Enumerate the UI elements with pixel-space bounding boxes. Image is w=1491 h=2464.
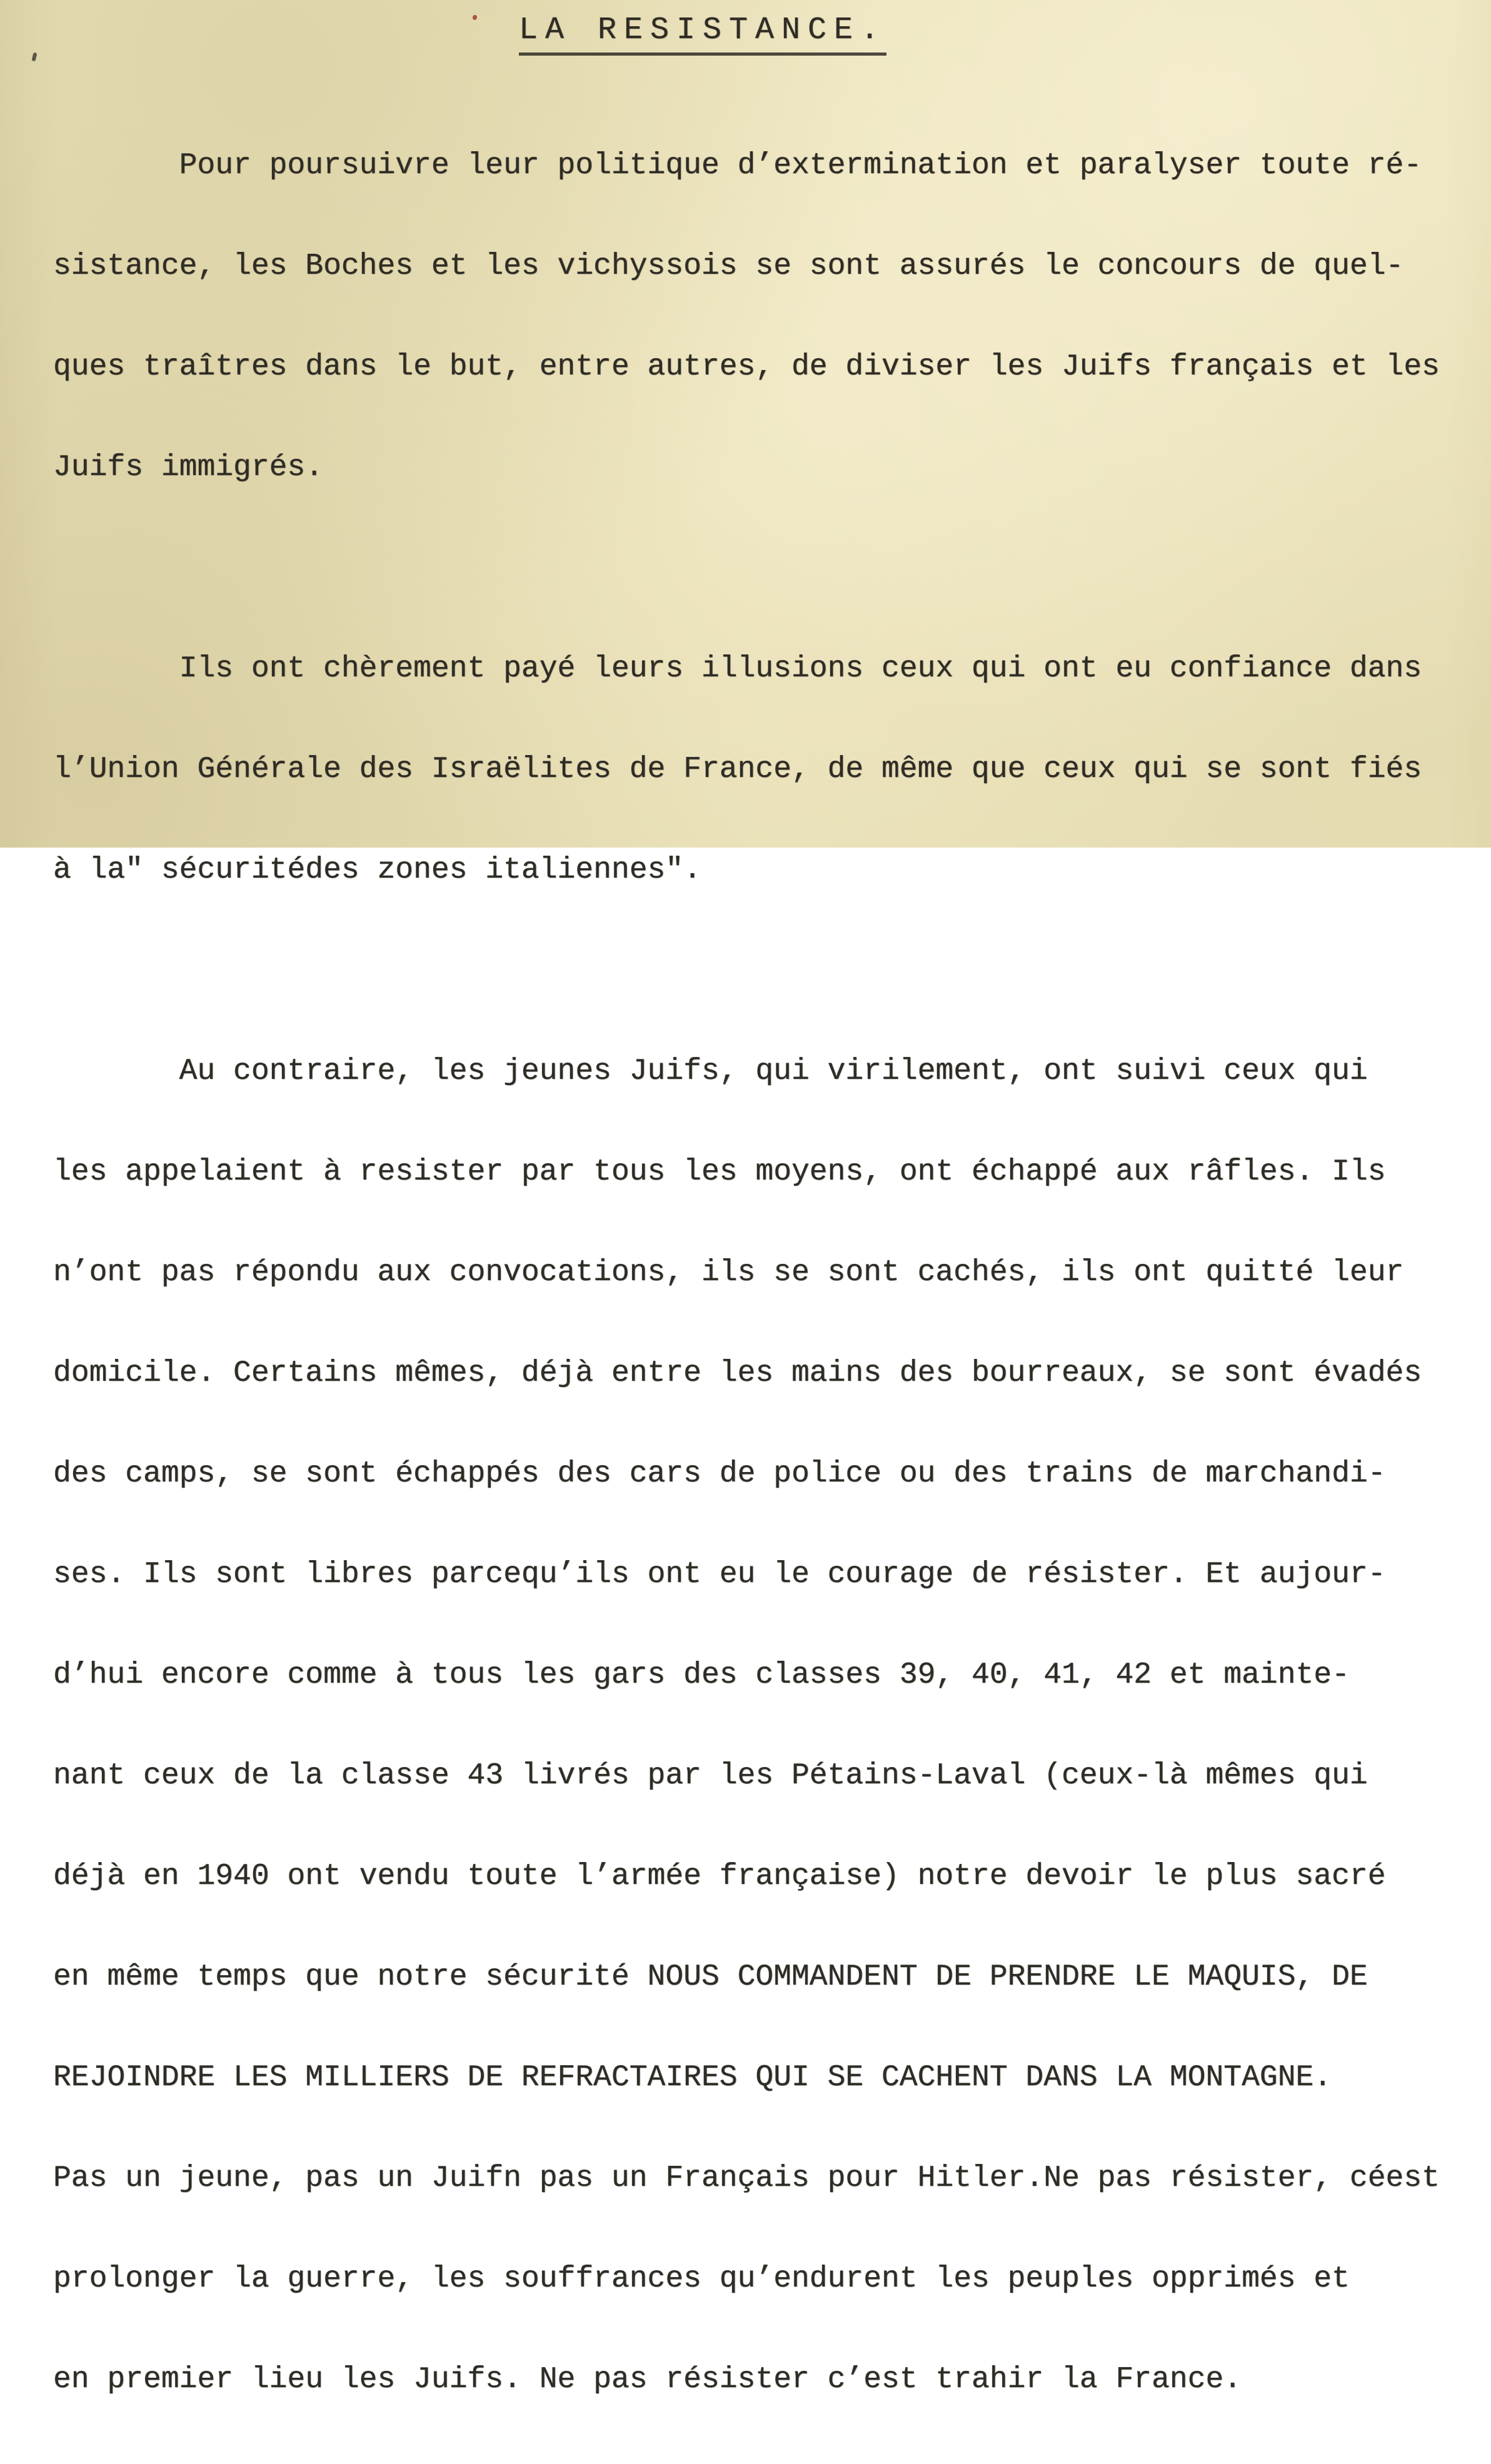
typewritten-line: Pas un jeune, pas un Juifn pas un Français pour Hitler.Ne pas résister, céest [53, 2161, 1440, 2195]
document-title: LA RESISTANCE. [519, 11, 886, 56]
typewritten-line: des camps, se sont échappés des cars de police ou des trains de marchandi- [53, 1457, 1386, 1491]
typewritten-line: en premier lieu les Juifs. Ne pas résister c’est trahir la France. [53, 2363, 1242, 2396]
ink-speck [31, 52, 37, 61]
typewritten-line: à la" sécuritédes zones italiennes". [53, 853, 701, 887]
typewritten-line: domicile. Certains mêmes, déjà entre les mains des bourreaux, se sont évadés [53, 1356, 1422, 1390]
typewritten-line: Juifs immigrés. [53, 451, 324, 484]
typewritten-line: d’hui encore comme à tous les gars des classes 39, 40, 41, 42 et mainte- [53, 1658, 1350, 1692]
typewritten-line: ses. Ils sont libres parcequ’ils ont eu le courage de résister. Et aujour- [53, 1558, 1386, 1591]
typewritten-line: Au contraire, les jeunes Juifs, qui virilement, ont suivi ceux qui [179, 1054, 1368, 1088]
typewritten-line: en même temps que notre sécurité NOUS COMMANDENT DE PRENDRE LE MAQUIS, DE [53, 1960, 1368, 1994]
typewritten-line: déjà en 1940 ont vendu toute l’armée française) notre devoir le plus sacré [53, 1860, 1386, 1893]
title-row [53, 11, 1466, 56]
typewritten-line: Ils ont chèrement payé leurs illusions ceux qui ont eu confiance dans [179, 652, 1422, 686]
typewritten-line: prolonger la guerre, les souffrances qu’endurent les peuples opprimés et [53, 2262, 1350, 2296]
typewritten-line: n’ont pas répondu aux convocations, ils se sont cachés, ils ont quitté leur [53, 1256, 1404, 1290]
typewritten-line: sistance, les Boches et les vichyssois se sont assurés le concours de quel- [53, 249, 1404, 283]
typewritten-line: nant ceux de la classe 43 livrés par les Pétains-Laval (ceux-là mêmes qui [53, 1759, 1368, 1793]
typewritten-line: ques traîtres dans le but, entre autres, de diviser les Juifs français et les [53, 350, 1440, 384]
typewritten-line: Pour poursuivre leur politique d’extermination et paralyser toute ré- [179, 149, 1422, 183]
typewritten-line: l’Union Générale des Israëlites de France, de même que ceux qui se sont fiés [53, 753, 1422, 786]
paragraph [53, 585, 1466, 954]
paragraph [53, 988, 1466, 2464]
typewritten-line: les appelaient à resister par tous les moyens, ont échappé aux râfles. Ils [53, 1155, 1386, 1189]
typewritten-line: REJOINDRE LES MILLIERS DE REFRACTAIRES QUI SE CACHENT DANS LA MONTAGNE. [53, 2061, 1332, 2095]
paragraph [53, 82, 1466, 552]
